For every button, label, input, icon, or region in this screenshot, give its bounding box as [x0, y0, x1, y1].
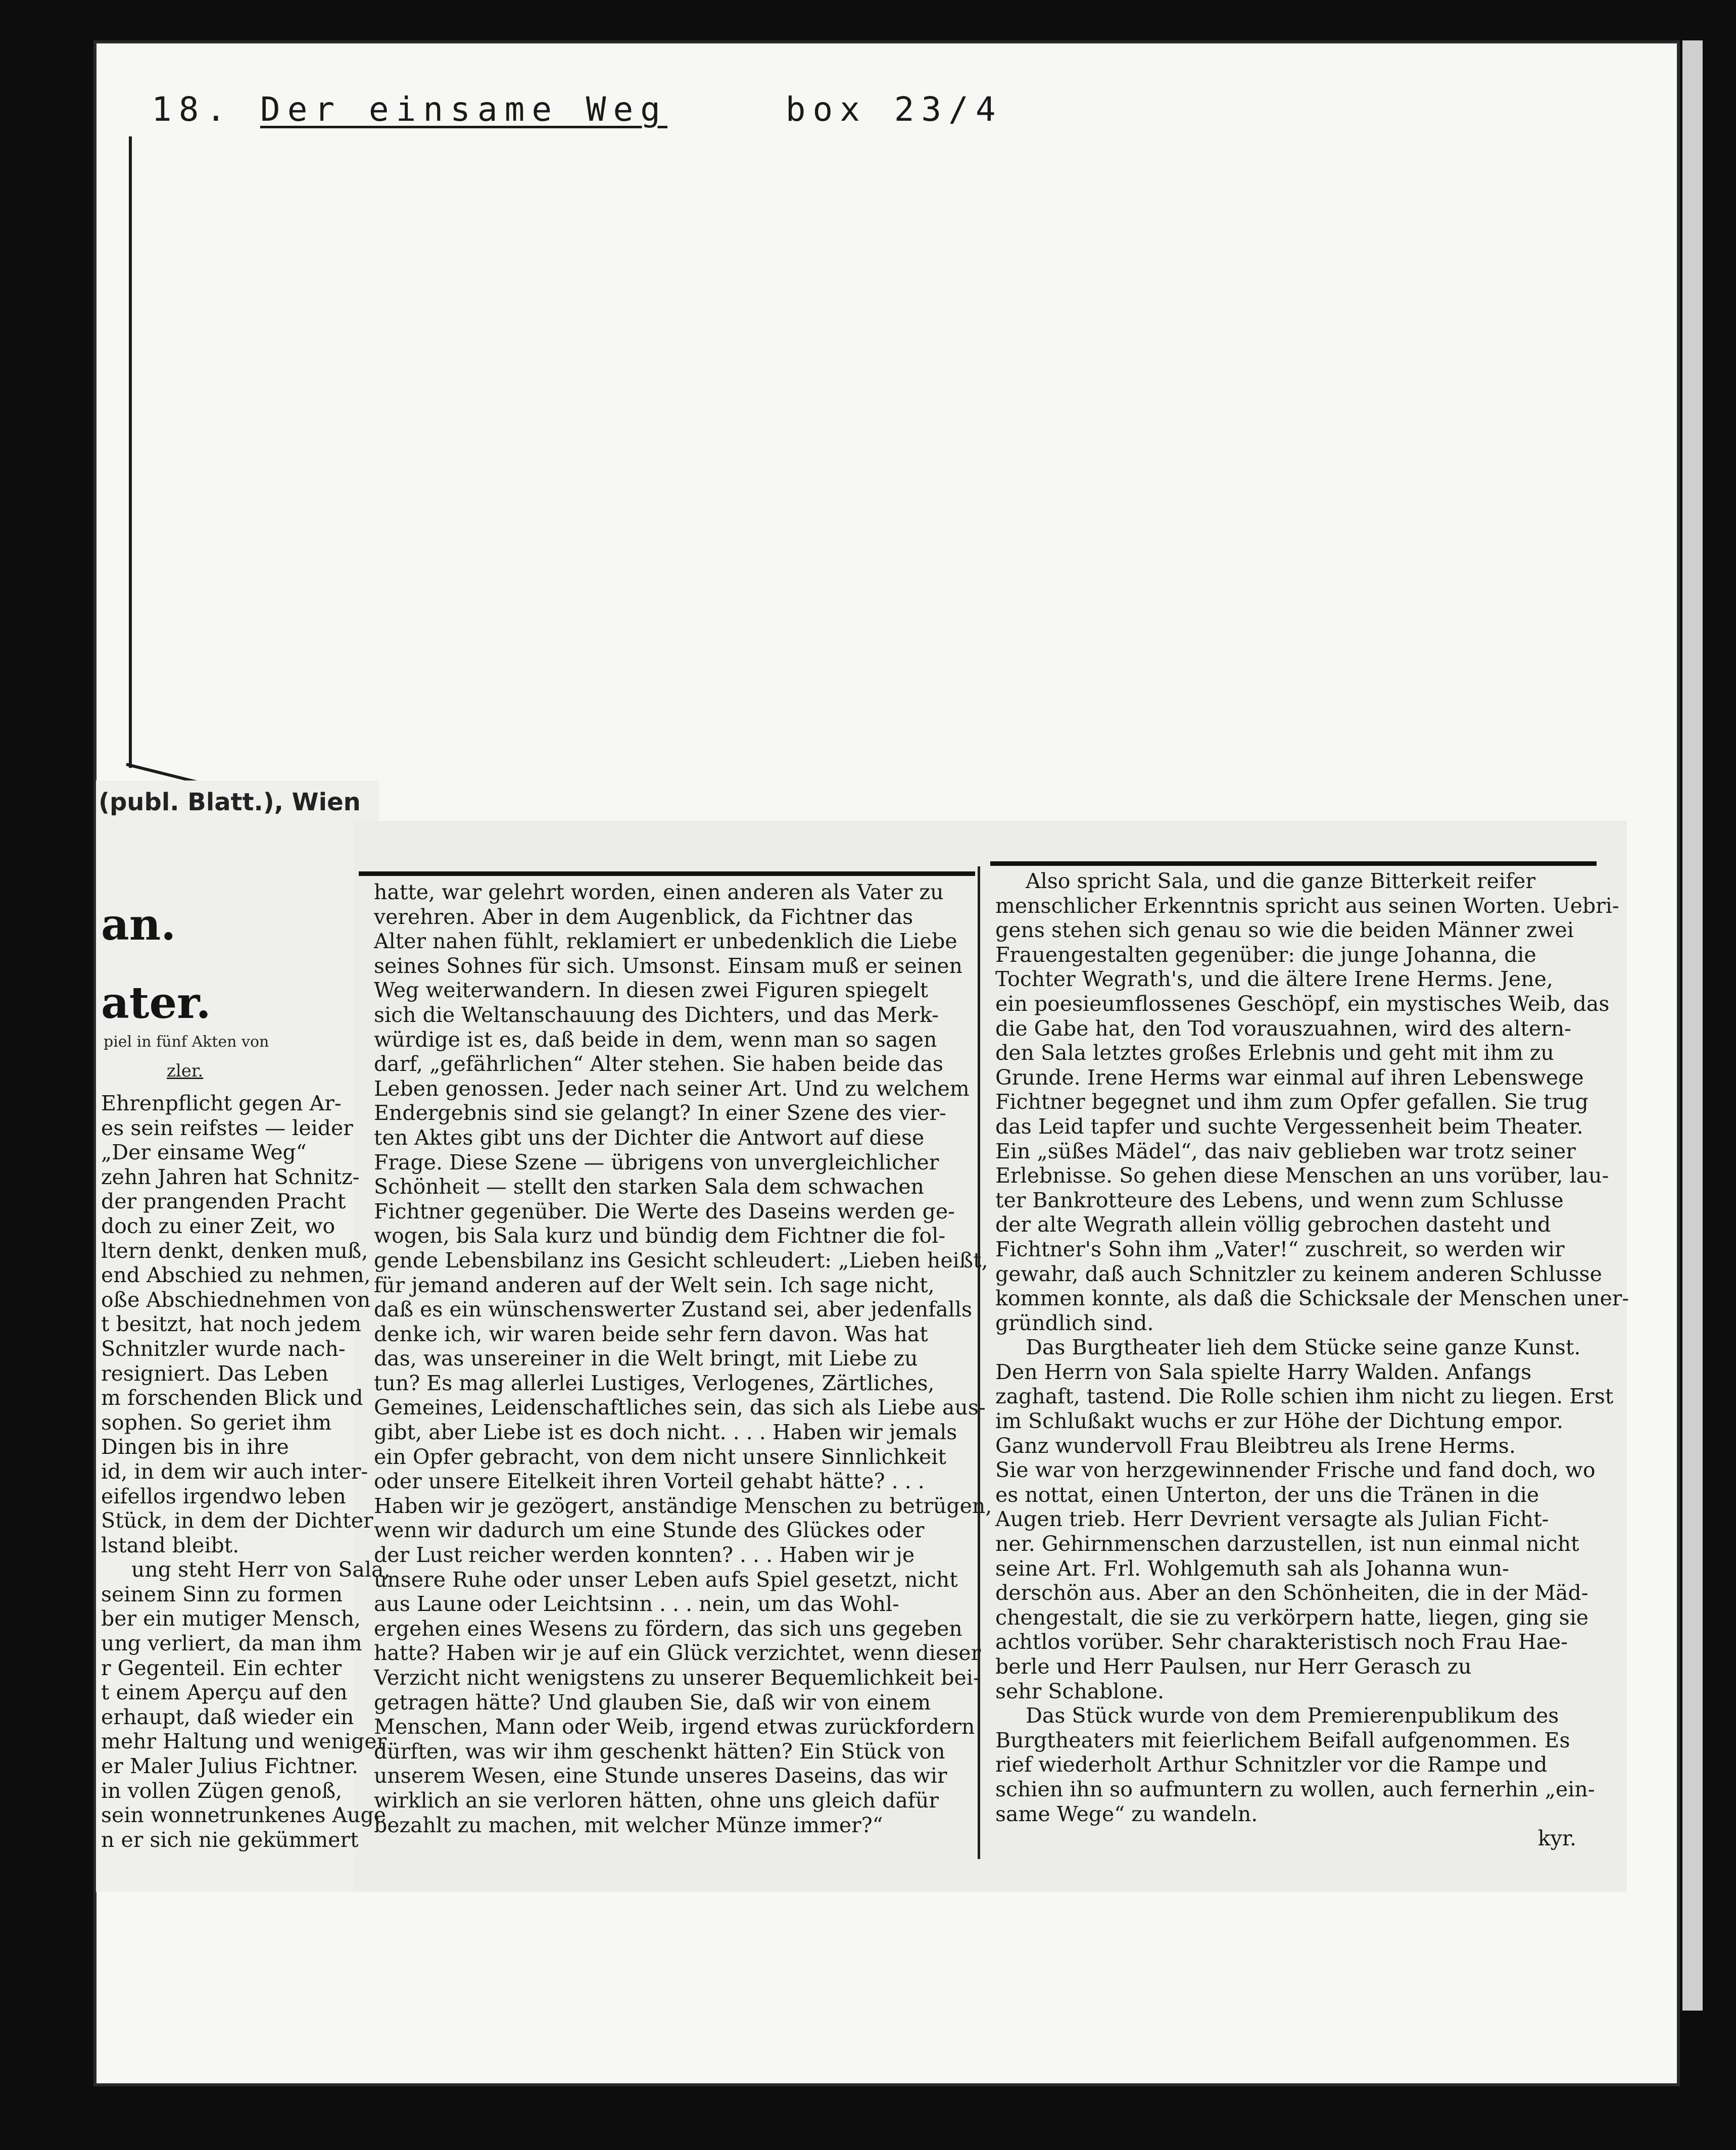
article-line: Dingen bis in ihre [101, 1435, 289, 1459]
article-line: Sie war von herzgewinnender Frische und fand doch, wo [995, 1458, 1596, 1483]
article-line: zehn Jahren hat Schnitz- [101, 1164, 360, 1189]
article-line: Verzicht nicht wenigstens zu unserer Bequemlichkeit bei- [374, 1666, 980, 1690]
article-line: r Gegenteil. Ein echter [101, 1655, 342, 1680]
article-line: Ehrenpflicht gegen Ar- [101, 1091, 342, 1115]
article-line: sophen. So geriet ihm [101, 1410, 332, 1435]
article-line: mehr Haltung und weniger [101, 1729, 387, 1754]
archive-label [152, 90, 1003, 129]
article-line: ten Aktes gibt uns der Dichter die Antwort auf diese [374, 1125, 925, 1150]
article-line: seines Sohnes für sich. Umsonst. Einsam muß er seinen [374, 953, 962, 978]
article-line: seinem Sinn zu formen [101, 1582, 343, 1606]
article-line: ter Bankrotteure des Lebens, und wenn zum Schlusse [995, 1188, 1564, 1212]
article-line: chengestalt, die sie zu verkörpern hatte, liegen, ging sie [995, 1605, 1589, 1630]
article-line: Weg weiterwandern. In diesen zwei Figuren spiegelt [374, 978, 929, 1003]
article-line: für jemand anderen auf der Welt sein. Ich sage nicht, [374, 1273, 935, 1297]
article-line: Den Herrn von Sala spielte Harry Walden. Anfangs [995, 1359, 1532, 1384]
article-line: Alter nahen fühlt, reklamiert er unbedenklich die Liebe [374, 929, 957, 954]
article-line: denke ich, wir waren beide sehr fern davon. Was hat [374, 1322, 928, 1346]
article-line: schien ihn so aufmuntern zu wollen, auch fernerhin „ein- [995, 1777, 1595, 1801]
article-line: rief wiederholt Arthur Schnitzler vor die Rampe und [995, 1752, 1548, 1777]
article-line: ein Opfer gebracht, von dem nicht unsere Sinnlichkeit [374, 1444, 946, 1469]
article-line: Fichtner gegenüber. Die Werte des Daseins werden ge- [374, 1199, 955, 1224]
article-line: Haben wir je gezögert, anständige Menschen zu betrügen, [374, 1493, 992, 1518]
article-line: kommen konnte, als daß die Schicksale der Menschen uner- [995, 1286, 1629, 1311]
article-line: der alte Wegrath allein völlig gebrochen dasteht und [995, 1212, 1551, 1237]
article-line: Schnitzler wurde nach- [101, 1336, 346, 1361]
article-line: resigniert. Das Leben [101, 1361, 328, 1386]
article-line: hatte, war gelehrt worden, einen anderen als Vater zu [374, 880, 944, 904]
subtitle-line: piel in fünf Akten von [104, 1033, 269, 1051]
article-line: Schönheit — stellt den starken Sala dem schwachen [374, 1175, 924, 1199]
article-line: same Wege“ zu wandeln. [995, 1801, 1258, 1826]
article-line: tun? Es mag allerlei Lustiges, Verlogenes, Zärtliches, [374, 1371, 935, 1395]
article-line: erhaupt, daß wieder ein [101, 1704, 354, 1729]
article-line: menschlicher Erkenntnis spricht aus seinen Worten. Uebri- [995, 893, 1619, 918]
article-line: unsere Ruhe oder unser Leben aufs Spiel gesetzt, nicht [374, 1567, 958, 1592]
article-line: Burgtheaters mit feierlichem Beifall aufgenommen. Es [995, 1728, 1570, 1752]
article-line: lstand bleibt. [101, 1533, 239, 1557]
column-rule-3 [990, 861, 1597, 866]
article-line: getragen hätte? Und glauben Sie, daß wir von einem [374, 1690, 931, 1715]
article-line: er Maler Julius Fichtner. [101, 1754, 359, 1779]
article-line: ner. Gehirnmenschen darzustellen, ist nun einmal nicht [995, 1532, 1579, 1556]
article-line: eifellos irgendwo leben [101, 1484, 346, 1508]
article-line: das Leid tapfer und suchte Vergessenheit beim Theater. [995, 1114, 1583, 1139]
article-line: doch zu einer Zeit, wo [101, 1213, 335, 1238]
article-column-1 [101, 1091, 390, 1852]
article-line: Frauengestalten gegenüber: die junge Johanna, die [995, 942, 1536, 967]
article-line: die Gabe hat, den Tod vorauszuahnen, wird des altern- [995, 1016, 1572, 1041]
article-line: würdige ist es, daß beide in dem, wenn man so sagen [374, 1027, 937, 1052]
article-line: ung steht Herr von Sala, [131, 1557, 391, 1582]
article-line: m forschenden Blick und [101, 1386, 363, 1410]
article-line: Also spricht Sala, und die ganze Bitterkeit reifer [1026, 869, 1536, 893]
article-line: Augen trieb. Herr Devrient versagte als Julian Ficht- [995, 1507, 1549, 1532]
article-line: das, was unsereiner in die Welt bringt, mit Liebe zu [374, 1346, 918, 1371]
article-line: bezahlt zu machen, mit welcher Münze immer?“ [374, 1813, 883, 1837]
article-line: der Lust reicher werden konnten? . . . Haben wir je [374, 1543, 915, 1568]
article-line: oße Abschiednehmen von [101, 1287, 371, 1312]
article-line: derschön aus. Aber an den Schönheiten, die in der Mäd- [995, 1581, 1588, 1605]
article-column-2 [374, 880, 992, 1837]
label-title: Der einsame Weg [260, 90, 667, 129]
label-box: box 23/4 [785, 90, 1003, 129]
article-line: aus Laune oder Leichtsinn . . . nein, um das Wohl- [374, 1592, 899, 1617]
article-line: den Sala letztes großes Erlebnis und geht mit ihm zu [995, 1041, 1554, 1065]
article-line: end Abschied zu nehmen, [101, 1263, 371, 1288]
article-line: Das Burgtheater lieh dem Stücke seine ganze Kunst. [1026, 1335, 1581, 1360]
article-line: dürften, was wir ihm geschenkt hätten? Ein Stück von [374, 1739, 945, 1764]
article-line: seine Art. Frl. Wohlgemuth sah als Johanna wun- [995, 1556, 1509, 1581]
article-line: Fichtner begegnet und ihm zum Opfer gefallen. Sie trug [995, 1090, 1588, 1114]
article-line: Das Stück wurde von dem Premierenpublikum des [1026, 1703, 1559, 1728]
article-line: Fichtner's Sohn ihm „Vater!“ zuschreit, so werden wir [995, 1237, 1565, 1261]
article-line: ergehen eines Wesens zu fördern, das sich uns gegeben [374, 1616, 962, 1641]
article-line: ltern denkt, denken muß, [101, 1238, 368, 1263]
article-line: ein poesieumflossenes Geschöpf, ein mystisches Weib, das [995, 991, 1610, 1016]
article-line: der prangenden Pracht [101, 1189, 346, 1214]
column-rule-2 [359, 871, 975, 876]
article-column-3 [995, 869, 1629, 1851]
article-line: gens stehen sich genau so wie die beiden Männer zwei [995, 918, 1574, 943]
label-number: 18. [152, 90, 233, 129]
article-line: sich die Weltanschauung des Dichters, und das Merk- [374, 1002, 939, 1027]
article-line: sehr Schablone. [995, 1679, 1164, 1703]
article-line: unserem Wesen, eine Stunde unseres Daseins, das wir [374, 1764, 947, 1788]
article-line: wenn wir dadurch um eine Stunde des Glückes oder [374, 1518, 925, 1543]
article-line: Menschen, Mann oder Weib, irgend etwas zurückfordern [374, 1715, 975, 1739]
headline-fragment-2: ater. [101, 978, 211, 1029]
article-line: sein wonnetrunkenes Auge [101, 1803, 386, 1828]
article-line: berle und Herr Paulsen, nur Herr Gerasch zu [995, 1654, 1472, 1679]
article-line: gewahr, daß auch Schnitzler zu keinem anderen Schlusse [995, 1261, 1602, 1286]
article-line: Tochter Wegrath's, und die ältere Irene Herms. Jene, [995, 967, 1553, 992]
article-line: Grunde. Irene Herms war einmal auf ihren Lebenswege [995, 1065, 1584, 1090]
article-line: wogen, bis Sala kurz und bündig dem Fichtner die fol- [374, 1224, 946, 1248]
article-line: Leben genossen. Jeder nach seiner Art. Und zu welchem [374, 1076, 970, 1101]
author-line: zler. [167, 1061, 204, 1081]
article-line: es nottat, einen Unterton, der uns die Tränen in die [995, 1482, 1539, 1507]
article-line: gründlich sind. [995, 1310, 1154, 1335]
article-line: im Schlußakt wuchs er zur Höhe der Dichtung empor. [995, 1409, 1564, 1434]
article-line: Erlebnisse. So gehen diese Menschen an uns vorüber, lau- [995, 1163, 1609, 1188]
article-line: gibt, aber Liebe ist es doch nicht. . . . Haben wir jemals [374, 1420, 957, 1445]
article-line: n er sich nie gekümmert [101, 1827, 359, 1852]
article-line: gende Lebensbilanz ins Gesicht schleudert: „Lieben heißt, [374, 1248, 988, 1273]
article-line: Gemeines, Leidenschaftliches sein, das sich als Liebe aus- [374, 1395, 986, 1420]
article-line: Endergebnis sind sie gelangt? In einer Szene des vier- [374, 1101, 946, 1126]
article-line: t besitzt, hat noch jedem [101, 1312, 362, 1337]
article-line: Ganz wundervoll Frau Bleibtreu als Irene Herms. [995, 1433, 1516, 1458]
article-line: achtlos vorüber. Sehr charakteristisch noch Frau Hae- [995, 1630, 1568, 1654]
article-line: darf, „gefährlichen“ Alter stehen. Sie haben beide das [374, 1052, 943, 1077]
headline-fragment-1: an. [101, 899, 176, 950]
article-line: kyr. [1537, 1826, 1576, 1851]
article-line: oder unsere Eitelkeit ihren Vorteil gehabt hätte? . . . [374, 1469, 925, 1494]
article-line: t einem Aperçu auf den [101, 1680, 348, 1705]
article-line: hatte? Haben wir je auf ein Glück verzichtet, wenn dieser [374, 1641, 981, 1666]
newspaper-masthead: (publ. Blatt.), Wien [99, 788, 361, 816]
article-line: zaghaft, tastend. Die Rolle schien ihm nicht zu liegen. Erst [995, 1384, 1614, 1409]
page-edge [1682, 40, 1703, 2011]
article-line: id, in dem wir auch inter- [101, 1459, 368, 1484]
article-line: Frage. Diese Szene — übrigens von unvergleichlicher [374, 1150, 939, 1175]
article-line: es sein reifstes — leider [101, 1115, 353, 1140]
article-line: verehren. Aber in dem Augenblick, da Fichtner das [374, 904, 913, 929]
article-line: „Der einsame Weg“ [101, 1140, 307, 1165]
article-line: in vollen Zügen genoß, [101, 1778, 343, 1803]
article-line: Ein „süßes Mädel“, das naiv geblieben war trotz seiner [995, 1139, 1576, 1163]
article-line: daß es ein wünschenswerter Zustand sei, aber jedenfalls [374, 1297, 972, 1322]
article-line: ung verliert, da man ihm [101, 1631, 362, 1656]
paper-crease [129, 136, 132, 768]
article-line: Stück, in dem der Dichter [101, 1508, 373, 1533]
article-line: wirklich an sie verloren hätten, ohne uns gleich dafür [374, 1788, 939, 1813]
article-line: ber ein mutiger Mensch, [101, 1606, 361, 1631]
